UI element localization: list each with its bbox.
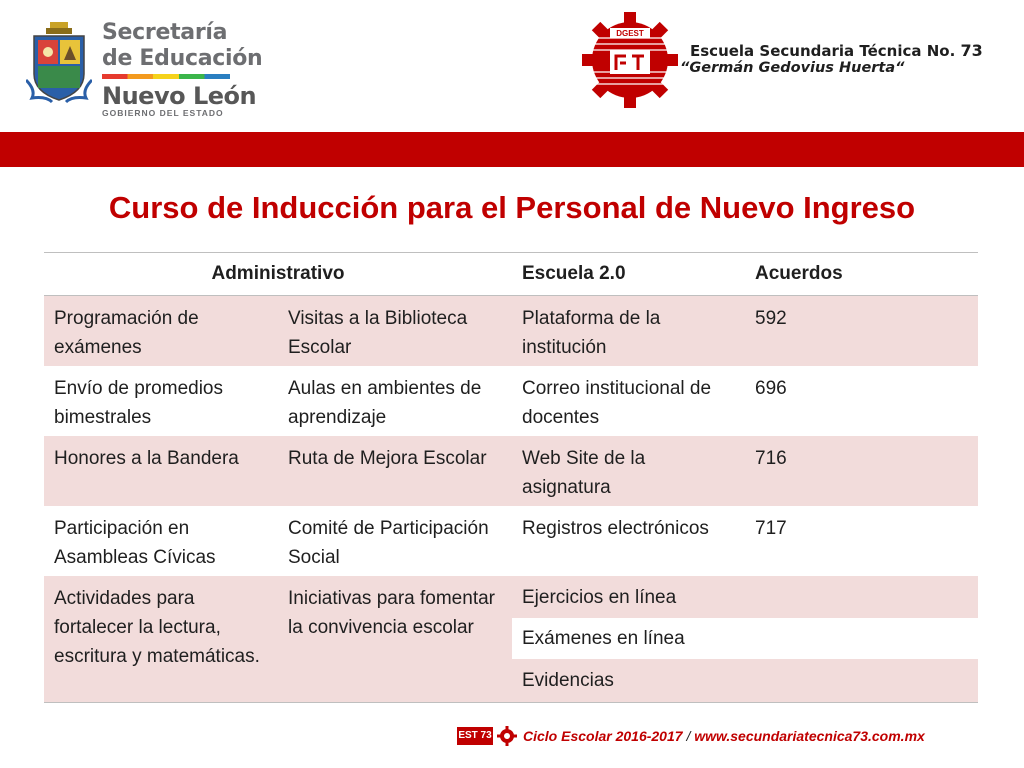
table-cell (745, 576, 978, 618)
header (0, 0, 1024, 130)
table-cell: Exámenes en línea (512, 618, 745, 659)
website-link[interactable]: www.secundariatecnica73.com.mx (694, 728, 925, 744)
coat-of-arms-icon (26, 22, 92, 104)
table-cell (745, 659, 978, 702)
table-cell (745, 618, 978, 659)
table-cell: Plataforma de la institución (512, 296, 745, 367)
header-acuerdos: Acuerdos (745, 253, 978, 296)
table-cell: 717 (745, 506, 978, 576)
est-badge: EST 73 (457, 727, 493, 745)
table-header-row (44, 253, 978, 296)
table-row (44, 296, 978, 367)
color-stripe (102, 74, 230, 79)
table-row (44, 436, 978, 506)
table-row (44, 506, 978, 576)
red-band (0, 132, 1024, 167)
table-cell: Comité de Participación Social (278, 506, 512, 576)
table-cell: Registros electrónicos (512, 506, 745, 576)
gear-logo-text: DGEST (616, 29, 644, 38)
table-cell: Actividades para fortalecer la lectura, escritura y matemáticas. (44, 576, 278, 702)
table-cell: 592 (745, 296, 978, 367)
table-cell: Aulas en ambientes de aprendizaje (278, 366, 512, 436)
header-administrativo: Administrativo (44, 253, 512, 296)
table-cell: Evidencias (512, 659, 745, 702)
header-escuela: Escuela 2.0 (512, 253, 745, 296)
page-title: Curso de Inducción para el Personal de Nuevo Ingreso (108, 190, 916, 225)
cycle-label: Ciclo Escolar 2016-2017 (523, 728, 683, 744)
secretaria-line2: de Educación (102, 46, 263, 71)
school-name-label: Escuela Secundaria Técnica No. (690, 42, 956, 60)
table-cell: Honores a la Bandera (44, 436, 278, 506)
table-cell: Web Site de la asignatura (512, 436, 745, 506)
footer-text (523, 728, 925, 744)
table-cell: Iniciativas para fomentar la convivencia escolar (278, 576, 512, 702)
table-cell: Participación en Asambleas Cívicas (44, 506, 278, 576)
table-cell: Ejercicios en línea (512, 576, 745, 618)
gear-logo-icon (580, 10, 680, 110)
course-table (44, 252, 978, 703)
footer (457, 724, 987, 748)
mini-gear-icon (497, 726, 517, 746)
secretaria-line1: Secretaría (102, 20, 228, 45)
footer-separator: / (686, 728, 691, 744)
table-cell: Correo institucional de docentes (512, 366, 745, 436)
table-row (44, 576, 978, 618)
school-number: 73 (960, 41, 983, 60)
table-row (44, 366, 978, 436)
table-cell: Ruta de Mejora Escolar (278, 436, 512, 506)
table-cell: Envío de promedios bimestrales (44, 366, 278, 436)
table-cell: Visitas a la Biblioteca Escolar (278, 296, 512, 367)
table-cell: 696 (745, 366, 978, 436)
nuevo-leon-label: Nuevo León (102, 82, 257, 110)
gobierno-label: GOBIERNO DEL ESTADO (102, 108, 224, 118)
secretaria-logo-text (102, 22, 262, 118)
table-cell: Programación de exámenes (44, 296, 278, 367)
school-subtitle: “Germán Gedovius Huerta“ (680, 60, 905, 76)
table-cell: 716 (745, 436, 978, 506)
school-name (690, 41, 983, 60)
